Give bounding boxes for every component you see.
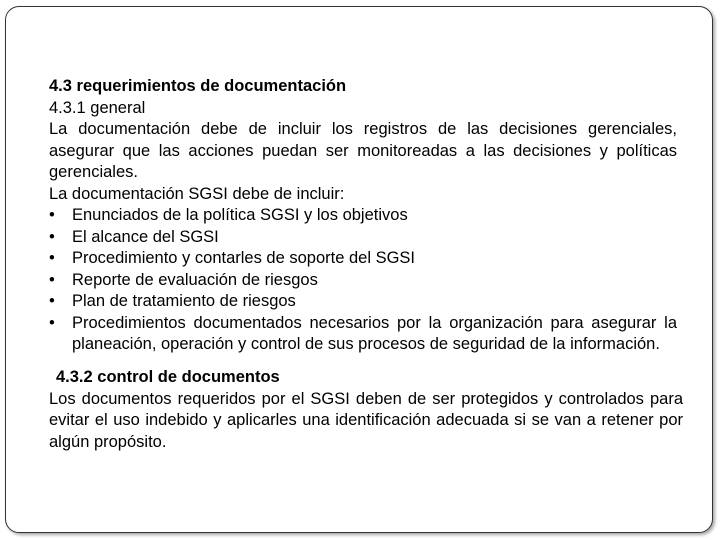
list-item bbox=[49, 227, 677, 249]
list-intro: La documentación SGSI debe de incluir: bbox=[49, 184, 345, 203]
bullet-icon: • bbox=[49, 227, 55, 246]
bullet-icon: • bbox=[49, 249, 55, 267]
list-item-text: Procedimientos documentados necesarios por la organización para asegurar la planeación, operación y control de sus procesos de seguridad de la información. bbox=[72, 313, 677, 353]
requirements-list bbox=[49, 205, 677, 356]
bullet-icon: • bbox=[49, 270, 55, 289]
list-item bbox=[49, 270, 677, 292]
list-item-text: El alcance del SGSI bbox=[72, 227, 219, 246]
bullet-icon: • bbox=[49, 206, 55, 224]
list-item bbox=[49, 205, 677, 227]
document-control-block bbox=[49, 367, 683, 453]
list-item bbox=[49, 313, 677, 356]
list-item-text: Enunciados de la política SGSI y los objetivos bbox=[72, 206, 408, 224]
list-item-text: Reporte de evaluación de riesgos bbox=[72, 270, 318, 289]
subsection-document-control-title: 4.3.2 control de documentos bbox=[56, 368, 280, 386]
document-control-paragraph: Los documentos requeridos por el SGSI deben de ser protegidos y controlados para evitar el uso indebido y aplicarles una identificación adecuada si se van a retener por algún propósito. bbox=[49, 389, 683, 451]
list-item bbox=[49, 291, 677, 313]
general-paragraph: La documentación debe de incluir los registros de las decisiones gerenciales, asegurar que las acciones puedan ser monitoreadas a las decisiones y políticas gerenciales. bbox=[49, 120, 677, 181]
bullet-icon: • bbox=[49, 313, 55, 332]
list-item-text: Procedimiento y contarles de soporte del SGSI bbox=[72, 249, 416, 267]
bullet-icon: • bbox=[49, 292, 55, 310]
list-item-text: Plan de tratamiento de riesgos bbox=[72, 292, 296, 310]
subsection-general-title: 4.3.1 general bbox=[49, 98, 146, 117]
section-title: 4.3 requerimientos de documentación bbox=[49, 77, 347, 95]
list-item bbox=[49, 248, 677, 270]
documentation-requirements-block bbox=[49, 76, 677, 356]
